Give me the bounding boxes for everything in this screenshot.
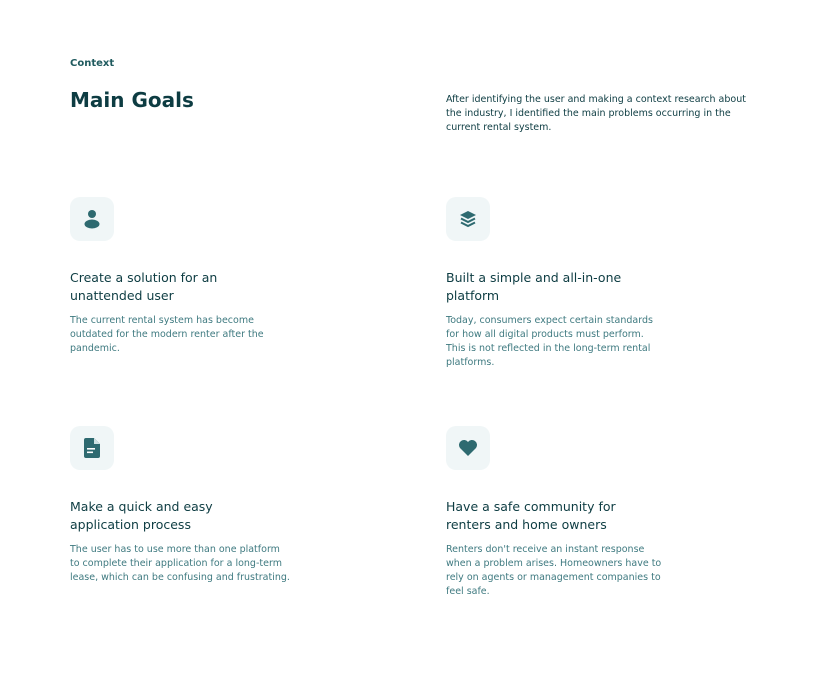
user-icon xyxy=(70,197,114,241)
document-icon xyxy=(70,426,114,470)
goal-card xyxy=(446,197,686,370)
goal-heading: Create a solution for an unattended user xyxy=(70,270,218,303)
goal-text: The current rental system has become outdated for the modern renter after the pandemic. xyxy=(70,315,264,354)
section-label: Context xyxy=(70,58,115,69)
goal-text: The user has to use more than one platform to complete their application for a long-term lease, which can be confusing and frustrating. xyxy=(70,544,290,583)
goal-text: Today, consumers expect certain standards for how all digital products must perform. This is not reflected in the long-term rental platforms. xyxy=(446,315,653,368)
goal-heading: Have a safe community for renters and home owners xyxy=(446,499,616,532)
goal-card xyxy=(70,197,310,356)
goal-card xyxy=(446,426,686,599)
page-title: Main Goals xyxy=(70,88,194,112)
goal-card xyxy=(70,426,310,585)
goal-heading: Make a quick and easy application process xyxy=(70,499,213,532)
goal-text: Renters don't receive an instant response when a problem arises. Homeowners have to rely on agents or management companies to feel safe. xyxy=(446,544,662,597)
goal-heading: Built a simple and all-in-one platform xyxy=(446,270,622,303)
intro-text: After identifying the user and making a context research about the industry, I identified the main problems occurring in the current rental system. xyxy=(446,94,746,133)
heart-icon xyxy=(446,426,490,470)
layers-icon xyxy=(446,197,490,241)
